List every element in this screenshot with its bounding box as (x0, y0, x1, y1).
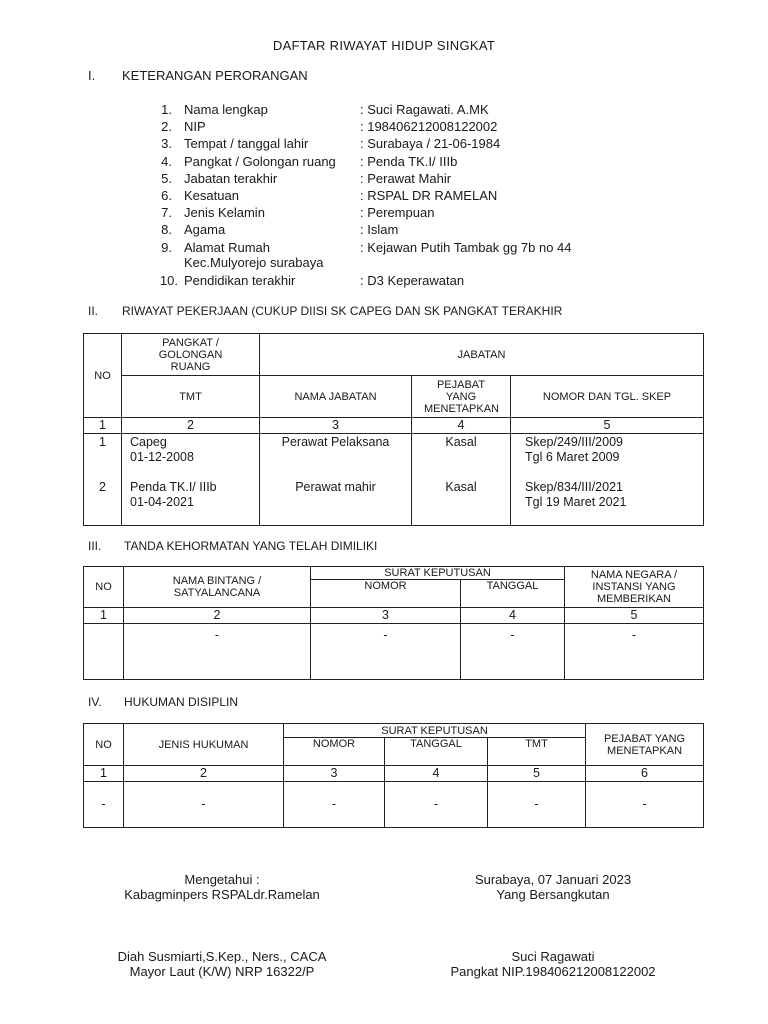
info-label: Alamat Rumah (184, 240, 270, 255)
section1-title: KETERANGAN PERORANGAN (122, 68, 308, 83)
signature-right (403, 872, 703, 902)
info-label: NIP (184, 119, 206, 134)
info-value: : RSPAL DR RAMELAN (360, 188, 498, 203)
info-value: : Suci Ragawati. A.MK (360, 102, 489, 117)
info-value: : Perawat Mahir (360, 171, 452, 186)
table-header-row (84, 376, 704, 418)
col-header-nomor-skep: NOMOR DAN TGL. SKEP (511, 376, 704, 418)
col-header-jenis: JENIS HUKUMAN (124, 724, 284, 766)
col-header-nomor: NOMOR (311, 580, 461, 608)
signer-name-right: Suci Ragawati (511, 949, 595, 964)
signer-rank-right: Pangkat NIP.198406212008122002 (450, 964, 656, 979)
table-header-row (84, 724, 704, 738)
table-header-row (84, 567, 704, 580)
discipline-table (83, 723, 704, 828)
info-value: : Perempuan (360, 205, 435, 220)
info-row: 3. Tempat / tanggal lahir : Surabaya / 21-06-1984 (161, 136, 501, 151)
col-header-surat-keputusan: SURAT KEPUTUSAN (284, 724, 586, 738)
info-value: : Penda TK.I/ IIIb (360, 154, 458, 169)
acknowledged-label: Mengetahui : (184, 872, 260, 887)
table-row (84, 434, 704, 526)
info-value: : Kejawan Putih Tambak gg 7b no 44 (360, 240, 572, 255)
signer-role: Yang Bersangkutan (496, 887, 610, 902)
col-header-no: NO (84, 334, 122, 418)
info-row: 5. Jabatan terakhir : Perawat Mahir (161, 171, 452, 186)
acknowledged-position: Kabagminpers RSPALdr.Ramelan (124, 887, 320, 902)
col-header-nomor: NOMOR (284, 738, 385, 766)
honors-table (83, 566, 704, 680)
info-row: 1. Nama lengkap : Suci Ragawati. A.MK (161, 102, 489, 117)
row-pangkat-cell: Capeg 01-12-2008 Penda TK.I/ IIIb 01-04-2021 (122, 434, 260, 526)
work-history-table (83, 333, 704, 526)
table-header-row (84, 334, 704, 376)
info-row: 10. Pendidikan terakhir : D3 Keperawatan (159, 273, 465, 288)
info-row: 7. Jenis Kelamin : Perempuan (161, 205, 435, 220)
info-value: : Islam (360, 222, 399, 237)
document-title: DAFTAR RIWAYAT HIDUP SINGKAT (272, 38, 496, 53)
col-header-bintang: NAMA BINTANG / SATYALANCANA (124, 567, 311, 608)
section4-number: IV. (88, 695, 102, 709)
column-number-row: 1 2 3 4 5 (84, 418, 704, 434)
col-header-tanggal: TANGGAL (461, 580, 565, 608)
table-row: - - - - (84, 624, 704, 680)
row-no-cell: 1 2 (84, 434, 122, 526)
col-header-nama-jabatan: NAMA JABATAN (260, 376, 412, 418)
column-number-row: 1 2 3 4 5 (84, 608, 704, 624)
section2-number: II. (88, 304, 99, 318)
signature-right-name-block (403, 949, 703, 979)
section2-heading (0, 304, 768, 320)
info-label: Jabatan terakhir (184, 171, 278, 186)
info-value: : 198406212008122002 (360, 119, 498, 134)
col-header-tmt: TMT (122, 376, 260, 418)
col-header-pangkat: PANGKAT / GOLONGAN RUANG (122, 334, 260, 376)
section4-title: HUKUMAN DISIPLIN (124, 695, 239, 709)
info-row: 9. Alamat Rumah : Kejawan Putih Tambak gg 7b no 44 (161, 240, 572, 255)
address-continuation: Kec.Mulyorejo surabaya (184, 255, 324, 270)
place-date: Surabaya, 07 Januari 2023 (474, 872, 632, 887)
info-label: Pendidikan terakhir (184, 273, 296, 288)
info-row-continuation (0, 255, 768, 271)
row-jabatan-cell: Perawat Pelaksana Perawat mahir (260, 434, 412, 526)
section4-heading (0, 695, 768, 711)
col-header-pejabat: PEJABAT YANG MENETAPKAN (412, 376, 511, 418)
signer-name-left: Diah Susmiarti,S.Kep., Ners., CACA (117, 949, 327, 964)
section1-number: I. (88, 68, 96, 83)
info-label: Jenis Kelamin (184, 205, 265, 220)
col-header-pejabat: PEJABAT YANG MENETAPKAN (586, 724, 704, 766)
info-label: Nama lengkap (184, 102, 268, 117)
col-header-tanggal: TANGGAL (385, 738, 488, 766)
info-label: Tempat / tanggal lahir (184, 136, 309, 151)
section3-number: III. (88, 539, 102, 553)
col-header-no: NO (84, 724, 124, 766)
row-skep-cell: Skep/249/III/2009 Tgl 6 Maret 2009 Skep/834/III/2021 Tgl 19 Maret 2021 (511, 434, 704, 526)
column-number-row: 1 2 3 4 5 6 (84, 766, 704, 782)
info-row: 8. Agama : Islam (161, 222, 399, 237)
info-row: 2. NIP : 198406212008122002 (161, 119, 498, 134)
info-row: 4. Pangkat / Golongan ruang : Penda TK.I/ IIIb (161, 154, 458, 169)
col-header-jabatan: JABATAN (260, 334, 704, 376)
signer-rank-left: Mayor Laut (K/W) NRP 16322/P (129, 964, 315, 979)
col-header-negara: NAMA NEGARA / INSTANSI YANG MEMBERIKAN (565, 567, 704, 608)
info-value: : Surabaya / 21-06-1984 (360, 136, 501, 151)
info-label: Agama (184, 222, 226, 237)
info-label: Pangkat / Golongan ruang (184, 154, 336, 169)
col-header-surat-keputusan: SURAT KEPUTUSAN (311, 567, 565, 580)
table-row: - - - - - - (84, 782, 704, 828)
signature-left (72, 872, 372, 902)
signature-left-name-block (72, 949, 372, 979)
row-pejabat-cell: Kasal Kasal (412, 434, 511, 526)
col-header-tmt: TMT (488, 738, 586, 766)
section3-heading (0, 539, 768, 555)
info-label: Kesatuan (184, 188, 239, 203)
col-header-no: NO (84, 567, 124, 608)
section3-title: TANDA KEHORMATAN YANG TELAH DIMILIKI (124, 539, 378, 553)
info-value: : D3 Keperawatan (360, 273, 465, 288)
section2-title: RIWAYAT PEKERJAAN (CUKUP DIISI SK CAPEG DAN SK PANGKAT TERAKHIR (122, 304, 563, 318)
info-row: 6. Kesatuan : RSPAL DR RAMELAN (161, 188, 498, 203)
